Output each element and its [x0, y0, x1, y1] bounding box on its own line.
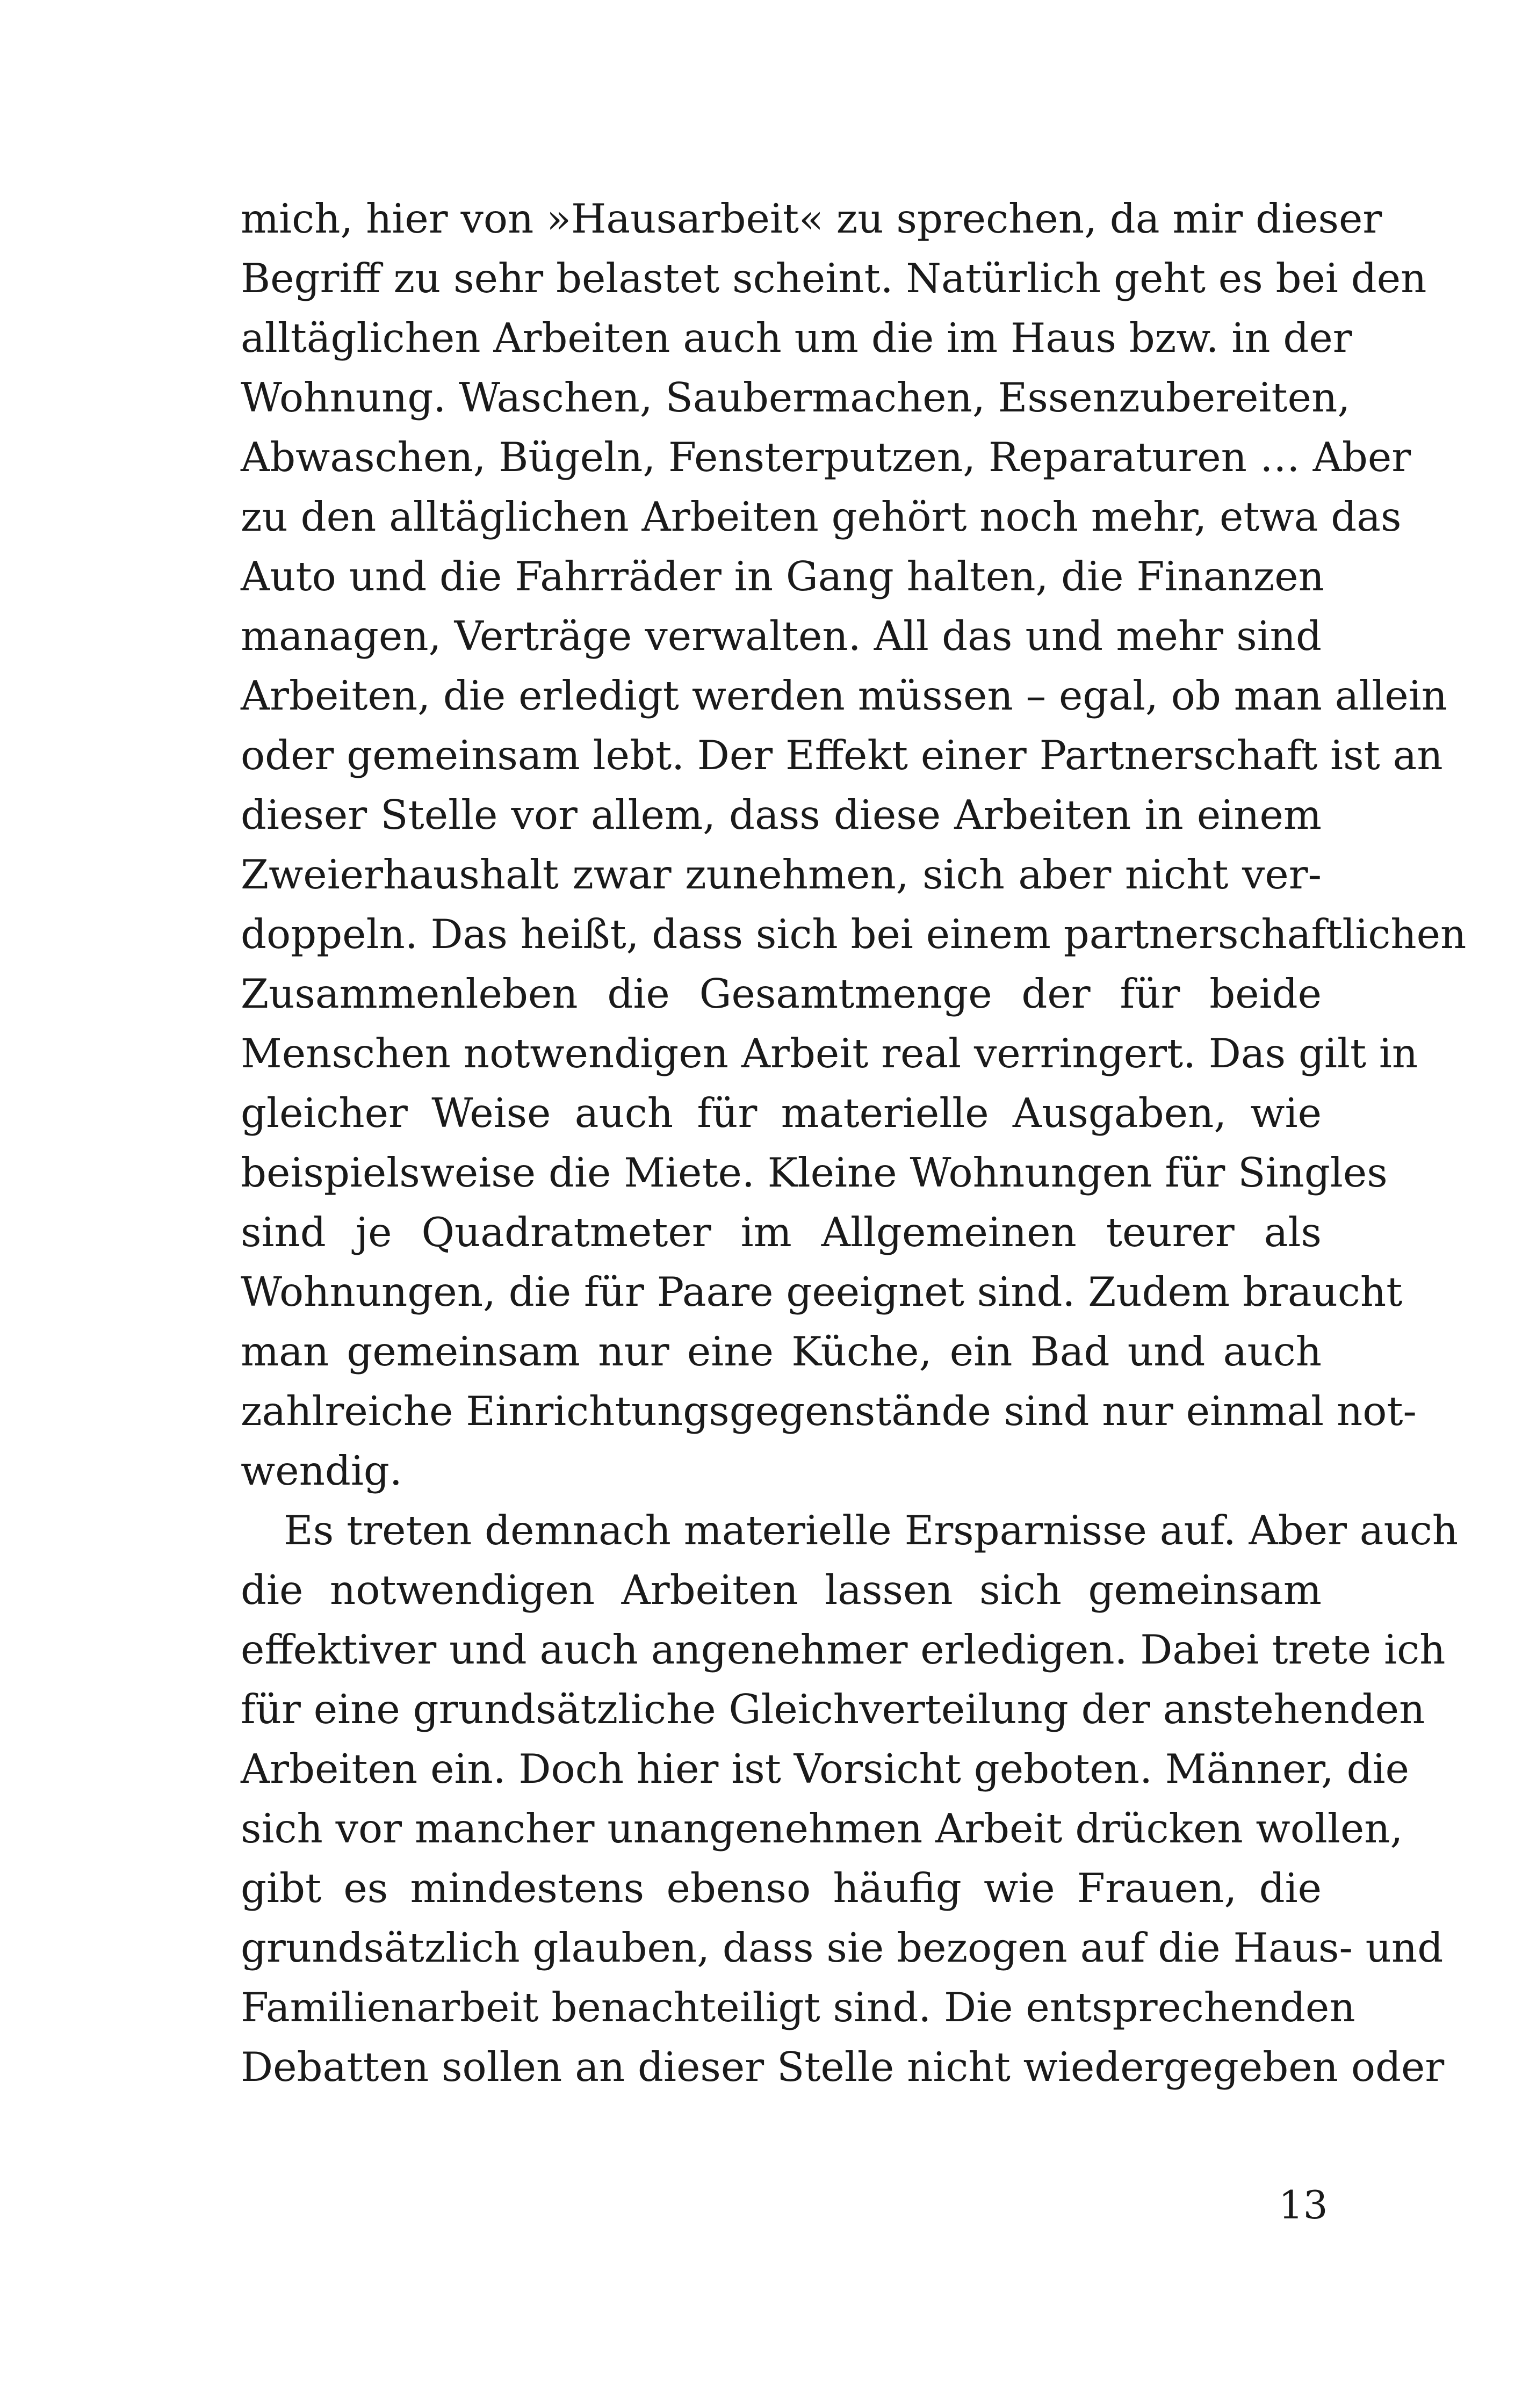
text-line: Es treten demnach materielle Ersparnisse auf. Aber auch	[284, 1507, 1459, 1554]
text-line: zahlreiche Einrichtungsgegenstände sind nur einmal not-	[241, 1387, 1417, 1435]
paragraph-2	[241, 1501, 1459, 2097]
text-line: beispielsweise die Miete. Kleine Wohnungen für Singles	[241, 1149, 1388, 1196]
text-line: mich, hier von »Hausarbeit« zu sprechen, da mir dieser	[241, 195, 1382, 242]
text-line: Auto und die Fahrräder in Gang halten, die Finanzen	[241, 553, 1324, 600]
text-line: Menschen notwendigen Arbeit real verringert. Das gilt in	[241, 1030, 1418, 1077]
paragraph-1	[241, 189, 1467, 1501]
body-text	[241, 189, 1467, 2097]
text-line: dieser Stelle vor allem, dass diese Arbeiten in einem	[241, 791, 1322, 838]
text-line: Zusammenleben die Gesamtmenge der für beide	[241, 970, 1322, 1017]
text-line: Wohnung. Waschen, Saubermachen, Essenzubereiten,	[241, 374, 1351, 421]
text-line: grundsätzlich glauben, dass sie bezogen auf die Haus- und	[241, 1924, 1444, 1971]
text-line: man gemeinsam nur eine Küche, ein Bad und auch	[241, 1328, 1322, 1375]
text-line: doppeln. Das heißt, dass sich bei einem partnerschaftlichen	[241, 910, 1467, 958]
text-line: Familienarbeit benachteiligt sind. Die entsprechenden	[241, 1984, 1355, 2031]
text-line: wendig.	[241, 1447, 402, 1494]
text-line: Begriff zu sehr belastet scheint. Natürlich geht es bei den	[241, 255, 1427, 302]
text-line: alltäglichen Arbeiten auch um die im Haus bzw. in der	[241, 314, 1352, 361]
text-line: sind je Quadratmeter im Allgemeinen teurer als	[241, 1209, 1322, 1256]
text-line: die notwendigen Arbeiten lassen sich gemeinsam	[241, 1566, 1322, 1614]
text-line: gibt es mindestens ebenso häufig wie Frauen, die	[241, 1864, 1322, 1912]
text-line: Abwaschen, Bügeln, Fensterputzen, Reparaturen … Aber	[241, 433, 1411, 481]
page-number: 13	[1279, 2182, 1328, 2228]
text-line: Wohnungen, die für Paare geeignet sind. Zudem braucht	[241, 1268, 1403, 1315]
text-line: gleicher Weise auch für materielle Ausgaben, wie	[241, 1089, 1322, 1137]
text-line: Arbeiten ein. Doch hier ist Vorsicht geboten. Männer, die	[241, 1745, 1409, 1792]
text-line: sich vor mancher unangenehmen Arbeit drücken wollen,	[241, 1805, 1403, 1852]
text-line: managen, Verträge verwalten. All das und mehr sind	[241, 612, 1322, 660]
text-line: oder gemeinsam lebt. Der Effekt einer Partnerschaft ist an	[241, 732, 1443, 779]
text-line: effektiver und auch angenehmer erledigen. Dabei trete ich	[241, 1626, 1446, 1673]
text-line: Zweierhaushalt zwar zunehmen, sich aber nicht ver-	[241, 851, 1322, 898]
text-line: Arbeiten, die erledigt werden müssen – egal, ob man allein	[241, 672, 1448, 719]
text-line: Debatten sollen an dieser Stelle nicht wiedergegeben oder	[241, 2043, 1445, 2091]
text-line: für eine grundsätzliche Gleichverteilung der anstehenden	[241, 1686, 1425, 1733]
text-line: zu den alltäglichen Arbeiten gehört noch mehr, etwa das	[241, 493, 1402, 540]
